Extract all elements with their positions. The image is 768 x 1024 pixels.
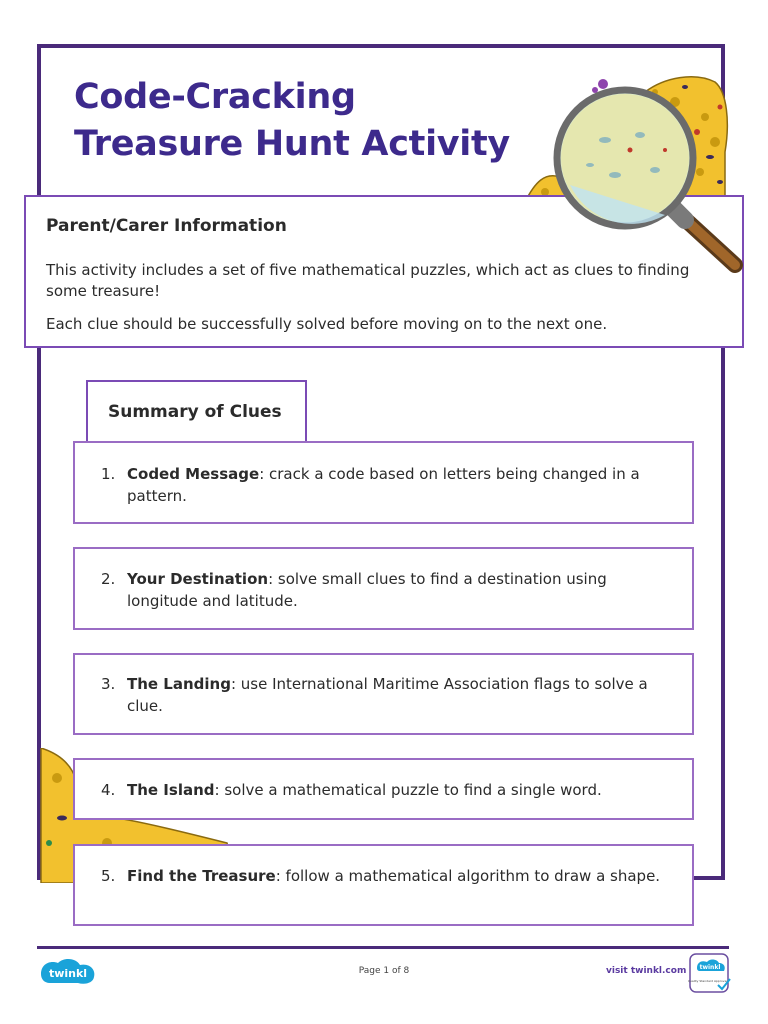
clue-number: 4.: [101, 781, 116, 799]
clue-number: 1.: [101, 465, 116, 483]
clue-text: [127, 865, 672, 887]
clue-box-3: [73, 653, 694, 735]
clue-box-1: [73, 441, 694, 524]
visit-link[interactable]: visit twinkl.com: [606, 966, 687, 976]
info-heading: Parent/Carer Information: [46, 216, 287, 236]
badge-caption: Quality Standard Approved: [688, 979, 729, 983]
clue-description: : solve a mathematical puzzle to find a single word.: [214, 781, 602, 799]
clue-name: Find the Treasure: [127, 867, 276, 885]
clue-number: 2.: [101, 570, 116, 588]
clue-name: The Landing: [127, 675, 231, 693]
page-title: [74, 74, 510, 168]
logo-text: twinkl: [48, 967, 88, 980]
quality-badge-icon: [688, 952, 732, 996]
clue-description: : crack a code based on letters being changed in a pattern.: [127, 465, 640, 505]
clue-box-5: [73, 844, 694, 926]
title-line-2: Treasure Hunt Activity: [74, 124, 510, 164]
clue-name: Your Destination: [127, 570, 269, 588]
summary-tab: [86, 380, 307, 442]
clue-description: : follow a mathematical algorithm to draw a shape.: [275, 867, 661, 885]
clue-number: 3.: [101, 675, 116, 693]
clue-name: Coded Message: [127, 465, 260, 483]
clue-description: : solve small clues to find a destination using longitude and latitude.: [127, 570, 607, 610]
clue-box-2: [73, 547, 694, 630]
clue-text: [127, 568, 672, 612]
clue-number: 5.: [101, 867, 116, 885]
summary-heading: Summary of Clues: [108, 402, 282, 422]
clue-text: [127, 673, 672, 717]
clue-description: : use International Maritime Association flags to solve a clue.: [127, 675, 648, 715]
page-number: Page 1 of 8: [358, 966, 410, 976]
clue-name: The Island: [127, 781, 215, 799]
magnifying-glass-icon: [545, 80, 745, 275]
title-line-1: Code-Cracking: [74, 77, 356, 117]
footer-divider: [37, 946, 729, 949]
clue-text: [127, 463, 672, 507]
info-paragraph-1: This activity includes a set of five mathematical puzzles, which act as clues to finding some treasure!: [46, 261, 690, 300]
badge-brand: twinkl: [699, 964, 721, 971]
clue-box-4: [73, 758, 694, 820]
info-paragraph-2: Each clue should be successfully solved before moving on to the next one.: [46, 315, 608, 333]
clue-text: [127, 779, 672, 801]
